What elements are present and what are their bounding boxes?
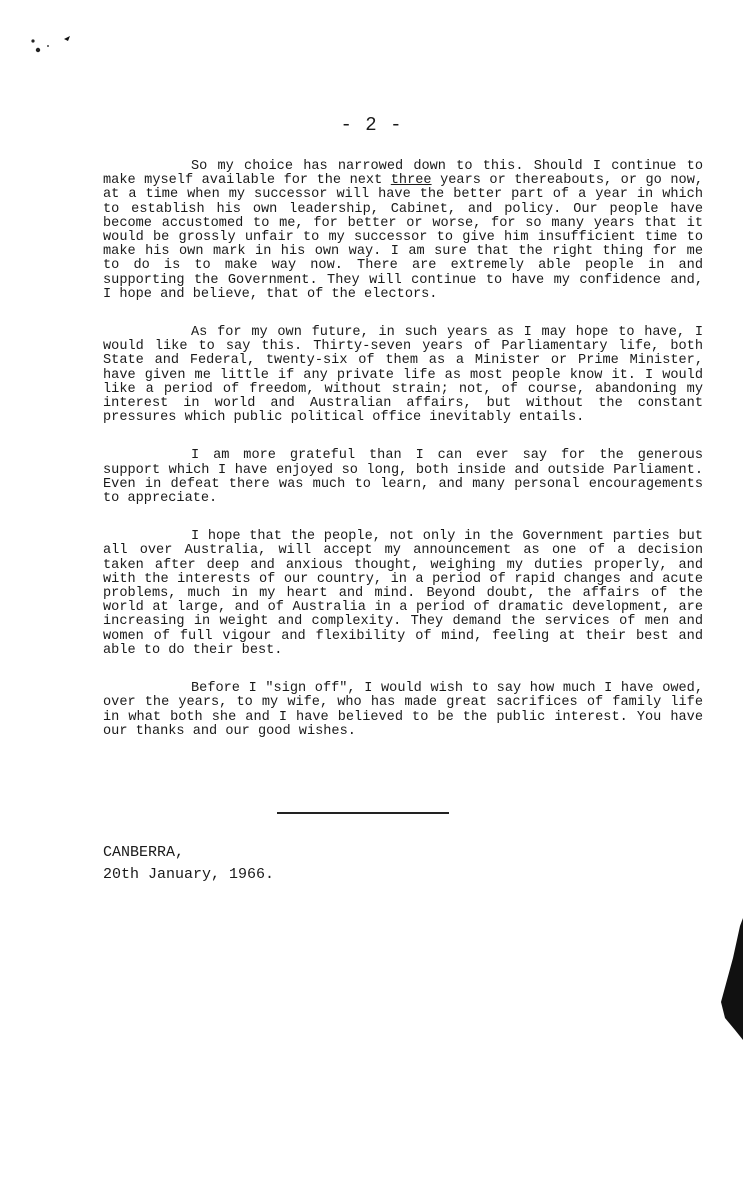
- letter-body: [103, 160, 703, 763]
- paragraph-1-text-end: years or thereabouts, or go now, at a time when my successor will have the better part of a year in which to establish his own leadership, Cabinet, and policy. Our people have become accustomed to me, for better or worse, for so many years that it would be grossly unfair to my successor to give him insufficient time to make his own mark in his own way. I am sure that the right thing for me to do is to make way now. There are extremely able people in and supporting the Government. They will continue to have my confidence and, I hope and believe, that of the electors.: [103, 173, 704, 302]
- paragraph-3: [103, 449, 703, 506]
- paragraph-5-text: Before I "sign off", I would wish to say how much I have owed, over the years, to my wife, who has made great sacrifices of family life in what both she and I have believed to be the public interest. You have our thanks and our good wishes.: [103, 681, 703, 739]
- closing-place: CANBERRA,: [103, 844, 185, 861]
- paragraph-3-text: I am more grateful than I can ever say for the generous support which I have enjoyed so long, both inside and outside Parliament. Even in defeat there was much to learn, and many personal encouragements to appreciate.: [103, 448, 703, 507]
- scan-specks: [20, 30, 80, 60]
- paragraph-1: [103, 160, 703, 302]
- underlined-word: three: [390, 173, 432, 189]
- paragraph-1-text-start: So my choice has narrowed down to this. Should I continue to make myself available for the next: [103, 159, 703, 189]
- paragraph-2: [103, 326, 703, 425]
- paragraph-2-text: As for my own future, in such years as I may hope to have, I would like to say this. Thirty-seven years of Parliamentary life, both State and Federal, twenty-six of them as a Minister or Prime Minister, have given me little if any private life as most people know it. I would like a period of freedom, without strain; not, of course, abandoning my interest in world and Australian affairs, but without the constant pressures which public political office inevitably entails.: [103, 325, 703, 426]
- separator-rule: [277, 812, 449, 814]
- paragraph-4-text: I hope that the people, not only in the Government parties but all over Australia, will accept my announcement as one of a decision taken after deep and anxious thought, weighing my duties properly, and with the interests of our country, in a period of rapid changes and acute problems, much in my heart and mind. Beyond doubt, the affairs of the world at large, and of Australia in a period of dramatic development, are increasing in weight and complexity. They demand the services of men and women of full vigour and flexibility of mind, feeling at their best and able to do their best.: [103, 529, 703, 658]
- page-number: - 2 -: [340, 114, 403, 136]
- closing-block: [103, 842, 274, 886]
- closing-date: 20th January, 1966.: [103, 866, 275, 883]
- scan-edge-mark: [713, 918, 743, 1048]
- paragraph-4: [103, 530, 703, 658]
- paragraph-5: [103, 682, 703, 739]
